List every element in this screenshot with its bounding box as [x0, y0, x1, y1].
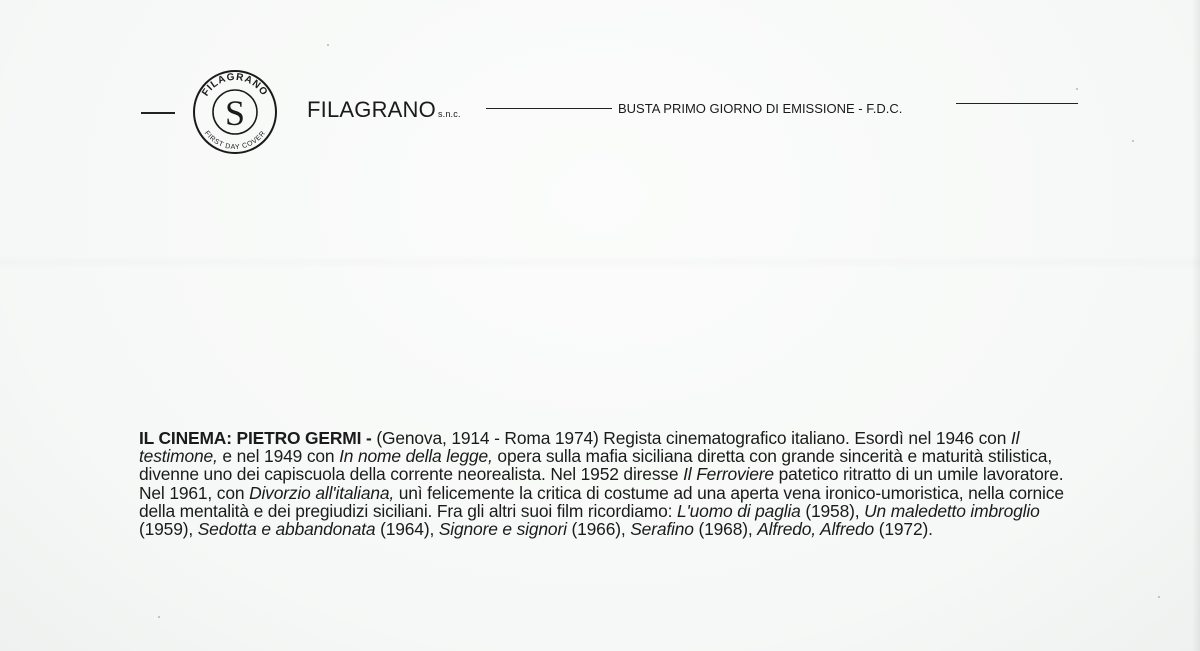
header-rule-right — [956, 103, 1078, 104]
paper-speck — [327, 44, 329, 46]
logo-letter: S — [224, 93, 246, 133]
filagrano-logo-icon — [189, 69, 281, 155]
paper-speck — [158, 616, 160, 618]
paper-speck — [1158, 596, 1160, 598]
brand-suffix: s.n.c. — [437, 109, 461, 119]
header-rule-left — [486, 108, 612, 109]
biography-text: IL CINEMA: PIETRO GERMI - (Genova, 1914 - Roma 1974) Regista cinematografico italiano. Esordì nel 1946 con Il testimone, e nel 1949 con In nome della legge, opera sulla mafia siciliana diretta con grande sincerità e maturità stilistica, divenne uno dei capiscuola della corrente neorealista. Nel 1952 diresse Il Ferroviere patetico ritratto di un umile lavoratore. Nel 1961, con Divorzio all'italiana, unì felicemente la critica di costume ad una aperta vena ironico-umoristica, nella cornice della mentalità e dei pregiudizi siciliani. Fra gli altri suoi film ricordiamo: L'uomo di paglia (1958), Un maledetto imbroglio (1959), Sedotta e abbandonata (1964), Signore e signori (1966), Serafino (1968), Alfredo, Alfredo (1972). — [139, 428, 1064, 540]
film-title: L'uomo di paglia — [676, 500, 801, 521]
paper-fold — [0, 255, 1200, 269]
film-title: Il testimone, — [139, 428, 1020, 467]
film-title: Un maledetto imbroglio — [864, 500, 1040, 521]
brand-name: FILAGRANO s.n.c. — [307, 97, 461, 122]
film-title: Serafino — [630, 519, 694, 540]
logo-ring-top: FILAGRANO — [200, 71, 270, 99]
header-dash — [141, 112, 175, 114]
envelope-edge — [1192, 0, 1200, 651]
paper-speck — [1132, 140, 1134, 142]
film-title: Il Ferroviere — [683, 464, 774, 485]
logo-ring-bottom: FIRST DAY COVER — [202, 129, 268, 152]
film-title: Alfredo, Alfredo — [757, 519, 875, 540]
film-title: In nome della legge, — [339, 446, 493, 467]
film-title: Sedotta e abbandonata — [197, 519, 376, 540]
header-tagline: BUSTA PRIMO GIORNO DI EMISSIONE - F.D.C. — [618, 101, 903, 116]
film-title: Divorzio all'italiana, — [249, 482, 395, 503]
film-title: Signore e signori — [438, 519, 567, 540]
bio-heading: IL CINEMA: PIETRO GERMI - — [139, 428, 372, 448]
paper-speck — [1076, 88, 1078, 90]
